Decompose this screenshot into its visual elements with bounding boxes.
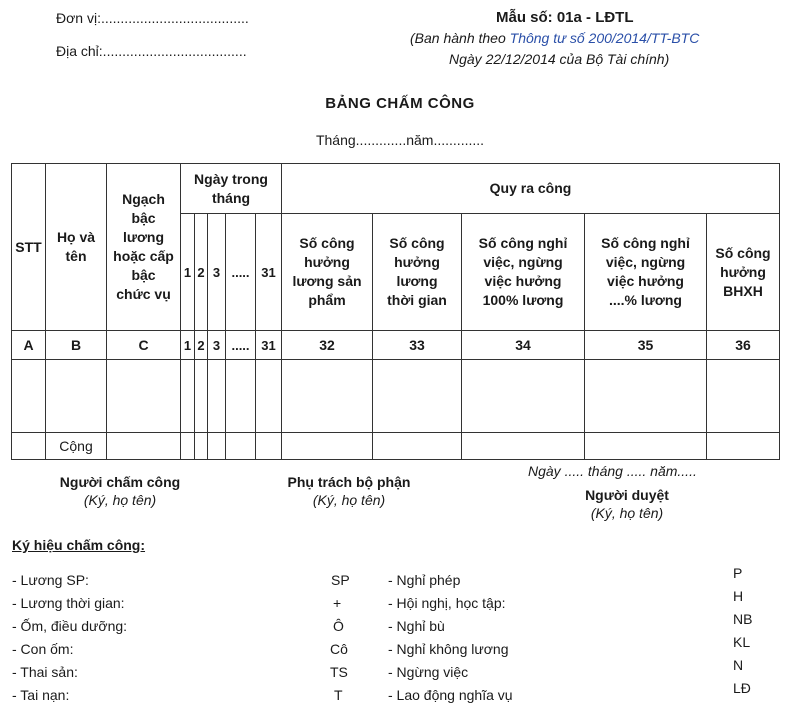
code-cell: C <box>107 331 181 360</box>
blank-cell <box>373 360 462 433</box>
code-cell: 36 <box>707 331 780 360</box>
blank-cell <box>195 433 208 460</box>
blank-cell <box>181 433 195 460</box>
dept-head-note: (Ký, họ tên) <box>312 492 386 508</box>
legend-code: LĐ <box>733 680 751 696</box>
timekeeper-note: (Ký, họ tên) <box>83 492 157 508</box>
day-col-3: 3 <box>208 214 226 331</box>
unit-label: Đơn vị:...................................... <box>56 10 249 26</box>
col-name-header: Họ và tên <box>46 164 107 331</box>
timekeeper-title: Người chấm công <box>59 474 181 490</box>
approver-block <box>537 487 717 521</box>
blank-cell <box>195 360 208 433</box>
legend-label: - Thai sản: <box>12 664 78 680</box>
summary-col-time: Số công hưởng lương thời gian <box>373 214 462 331</box>
code-cell: 3 <box>208 331 226 360</box>
blank-cell <box>282 360 373 433</box>
legend-label: - Ốm, điều dưỡng: <box>12 618 128 634</box>
blank-cell <box>585 360 707 433</box>
legend-label: - Nghỉ bù <box>388 618 445 634</box>
legend-row <box>0 680 800 707</box>
legend-code: + <box>333 595 342 611</box>
legend-label: - Lương thời gian: <box>12 595 125 611</box>
form-number: Mẫu số: 01a - LĐTL <box>496 9 634 26</box>
legend-row <box>0 565 800 592</box>
legend-code: TS <box>330 664 348 680</box>
document-title: BẢNG CHẤM CÔNG <box>325 95 475 112</box>
blank-cell <box>373 433 462 460</box>
summary-col-product: Số công hưởng lương sản phẩm <box>282 214 373 331</box>
approver-title: Người duyệt <box>585 487 669 503</box>
issued-prefix: (Ban hành theo <box>410 30 510 46</box>
legend-label: - Ngừng việc <box>388 664 469 680</box>
legend-code: N <box>733 657 744 673</box>
legend-code: KL <box>733 634 751 650</box>
blank-cell <box>256 433 282 460</box>
blank-cell <box>208 360 226 433</box>
blank-cell <box>282 433 373 460</box>
dept-head-block <box>259 474 439 508</box>
circular-link[interactable]: Thông tư số 200/2014/TT-BTC <box>509 30 700 46</box>
legend-label: - Nghỉ không lương <box>388 641 509 657</box>
timekeeper-block <box>30 474 210 508</box>
legend-row <box>0 634 800 661</box>
legend-row <box>0 588 800 615</box>
day-col-2: 2 <box>195 214 208 331</box>
blank-cell <box>107 360 181 433</box>
day-col-31: 31 <box>256 214 282 331</box>
code-cell: 2 <box>195 331 208 360</box>
legend-code: Cô <box>330 641 348 657</box>
address-label: Địa chỉ:..................................... <box>56 43 247 59</box>
code-cell: 33 <box>373 331 462 360</box>
legend-code: T <box>334 687 343 703</box>
approver-note: (Ký, họ tên) <box>590 505 664 521</box>
code-cell: 31 <box>256 331 282 360</box>
blank-cell <box>707 360 780 433</box>
blank-cell <box>462 360 585 433</box>
code-row <box>12 331 780 360</box>
dept-head-title: Phụ trách bộ phận <box>287 474 411 490</box>
legend-row <box>0 657 800 684</box>
summary-col-full-pay: Số công nghỉ việc, ngừng việc hưởng 100% lương <box>462 214 585 331</box>
legend-label: - Tai nạn: <box>12 687 70 703</box>
total-row <box>12 433 780 460</box>
legend-row <box>0 611 800 638</box>
legend-label: - Lao động nghĩa vụ <box>388 687 513 703</box>
legend-heading: Ký hiệu chấm công: <box>12 537 146 553</box>
col-summary-group-header: Quy ra công <box>282 164 780 214</box>
col-grade-header: Ngạch bậc lương hoặc cấp bậc chức vụ <box>107 164 181 331</box>
legend-code: SP <box>331 572 350 588</box>
blank-cell <box>12 360 46 433</box>
legend-label: - Lương SP: <box>12 572 89 588</box>
blank-cell <box>226 433 256 460</box>
col-stt-header: STT <box>12 164 46 331</box>
period-line: Tháng.............năm............. <box>315 132 485 148</box>
day-col-1: 1 <box>181 214 195 331</box>
blank-cell <box>181 360 195 433</box>
legend-code: Ô <box>333 618 344 634</box>
blank-cell <box>12 433 46 460</box>
issued-date: Ngày 22/12/2014 của Bộ Tài chính) <box>449 51 670 67</box>
code-cell: B <box>46 331 107 360</box>
total-label: Cộng <box>46 433 107 460</box>
code-cell: ..... <box>226 331 256 360</box>
header-row-top <box>12 164 780 214</box>
employee-row <box>12 360 780 433</box>
summary-col-partial-pay: Số công nghỉ việc, ngừng việc hưởng ....% lương <box>585 214 707 331</box>
code-cell: 32 <box>282 331 373 360</box>
blank-cell <box>462 433 585 460</box>
code-cell: 34 <box>462 331 585 360</box>
day-col-ellipsis: ..... <box>226 214 256 331</box>
blank-cell <box>707 433 780 460</box>
blank-cell <box>226 360 256 433</box>
legend-label: - Nghỉ phép <box>388 572 461 588</box>
signature-date-line: Ngày ..... tháng ..... năm..... <box>528 463 697 479</box>
code-cell: 1 <box>181 331 195 360</box>
blank-cell <box>208 433 226 460</box>
summary-col-social-insurance: Số công hưởng BHXH <box>707 214 780 331</box>
legend-label: - Hội nghị, học tập: <box>388 595 506 611</box>
legend-label: - Con ốm: <box>12 641 74 657</box>
code-cell: 35 <box>585 331 707 360</box>
col-days-group-header: Ngày trong tháng <box>181 164 282 214</box>
blank-cell <box>585 433 707 460</box>
blank-cell <box>107 433 181 460</box>
timesheet-table <box>11 163 780 460</box>
blank-cell <box>46 360 107 433</box>
legend-code: P <box>733 565 743 581</box>
code-cell: A <box>12 331 46 360</box>
legend-code: NB <box>733 611 753 627</box>
blank-cell <box>256 360 282 433</box>
legend-code: H <box>733 588 744 604</box>
issued-by-line <box>410 30 699 46</box>
